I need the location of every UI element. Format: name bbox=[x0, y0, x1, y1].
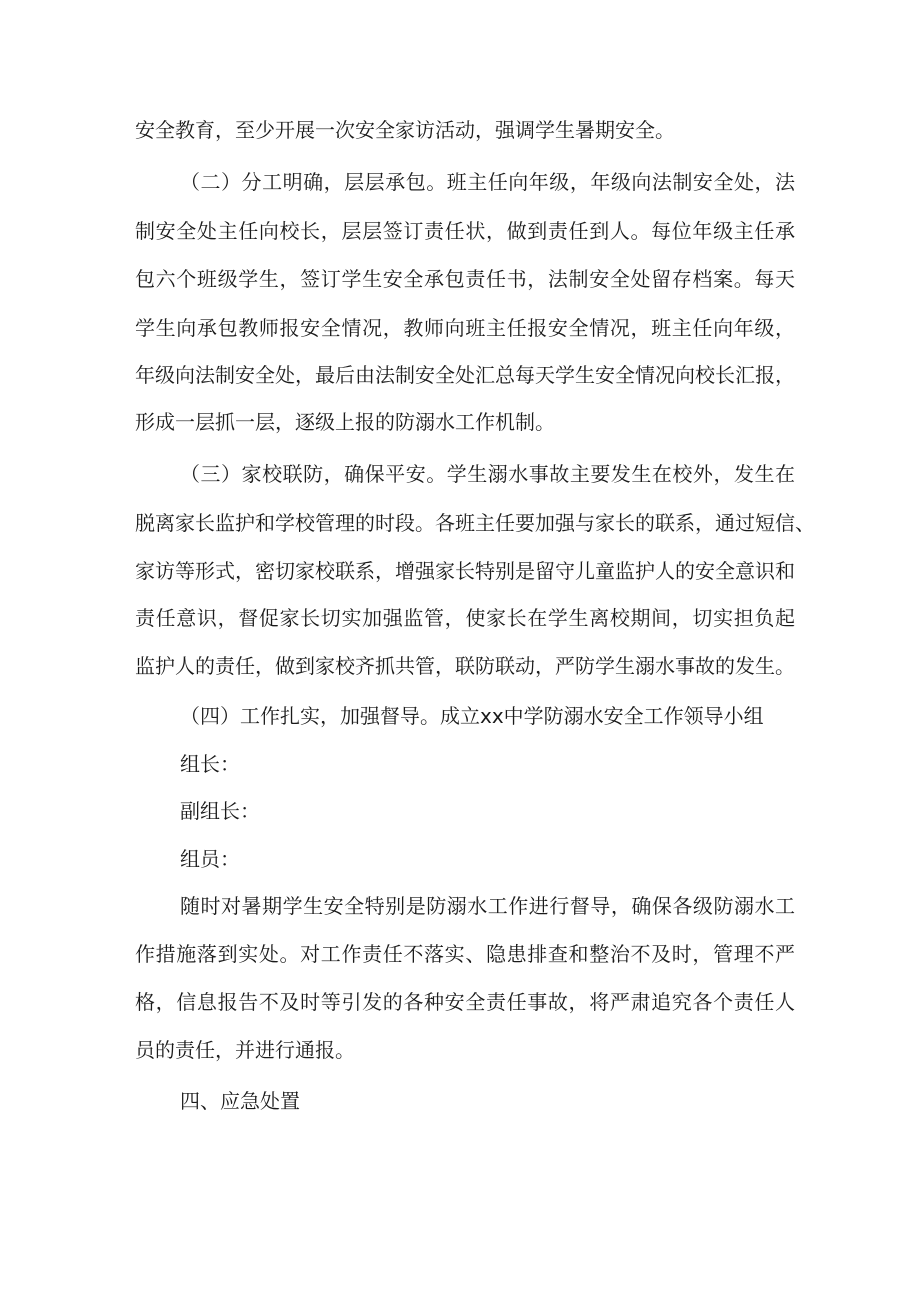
paragraph-line: 随时对暑期学生安全特别是防溺水工作进行督导，确保各级防溺水工 bbox=[180, 894, 795, 918]
paragraph-line: 年级向法制安全处，最后由法制安全处汇总每天学生安全情况向校长汇报， bbox=[135, 363, 795, 387]
paragraph-line: 学生向承包教师报安全情况，教师向班主任报安全情况，班主任向年级， bbox=[135, 316, 795, 340]
paragraph-line: 安全教育，至少开展一次安全家访活动，强调学生暑期安全。 bbox=[135, 118, 675, 142]
section-heading-line: （二）分工明确，层层承包。班主任向年级，年级向法制安全处，法 bbox=[180, 170, 795, 194]
paragraph-line: 脱离家长监护和学校管理的时段。各班主任要加强与家长的联系，通过短信、 bbox=[135, 511, 815, 535]
paragraph-line: 形成一层抓一层，逐级上报的防溺水工作机制。 bbox=[135, 410, 555, 434]
paragraph-line: 包六个班级学生，签订学生安全承包责任书，法制安全处留存档案。每天 bbox=[135, 267, 795, 291]
section-heading-line: （三）家校联防，确保平安。学生溺水事故主要发生在校外，发生在 bbox=[180, 462, 795, 486]
paragraph-line: 监护人的责任，做到家校齐抓共管，联防联动，严防学生溺水事故的发生。 bbox=[135, 654, 795, 678]
paragraph-line: 家访等形式，密切家校联系，增强家长特别是留守儿童监护人的安全意识和 bbox=[135, 559, 795, 583]
section-heading-line: （四）工作扎实，加强督导。成立xx中学防溺水安全工作领导小组 bbox=[180, 704, 764, 728]
paragraph-line: 员的责任，并进行通报。 bbox=[135, 1038, 355, 1062]
paragraph-line: 责任意识，督促家长切实加强监管，使家长在学生离校期间，切实担负起 bbox=[135, 606, 795, 630]
paragraph-line: 格，信息报告不及时等引发的各种安全责任事故，将严肃追究各个责任人 bbox=[135, 990, 795, 1014]
group-leader-label: 组长： bbox=[180, 752, 240, 776]
chapter-heading: 四、应急处置 bbox=[180, 1089, 300, 1113]
deputy-leader-label: 副组长： bbox=[180, 799, 260, 823]
group-member-label: 组员： bbox=[180, 847, 240, 871]
paragraph-line: 制安全处主任向校长，层层签订责任状，做到责任到人。每位年级主任承 bbox=[135, 219, 795, 243]
paragraph-line: 作措施落到实处。对工作责任不落实、隐患排查和整治不及时，管理不严 bbox=[135, 942, 795, 966]
